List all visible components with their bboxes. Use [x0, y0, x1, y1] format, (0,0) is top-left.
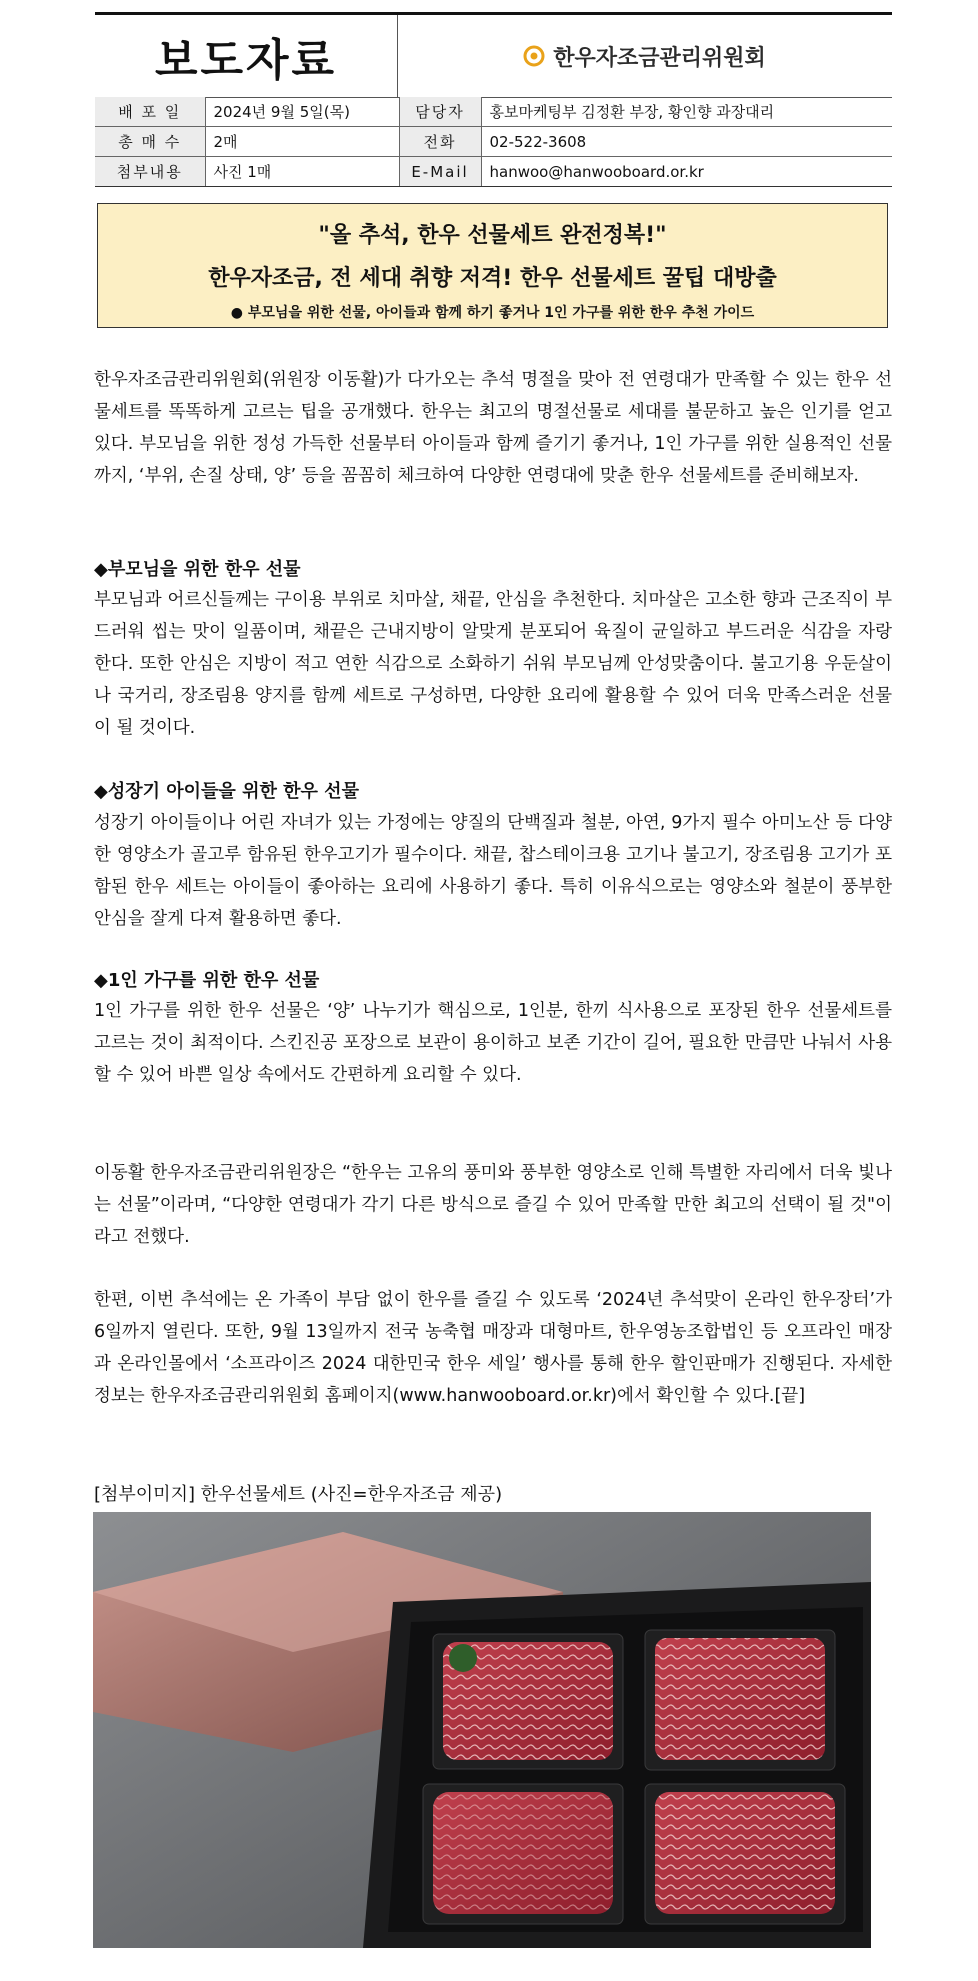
meat-compartment-bottom-right — [645, 1784, 845, 1924]
headline-secondary: 한우자조금, 전 세대 취향 저격! 한우 선물세트 꿀팁 대방출 — [208, 266, 777, 291]
closing-paragraph: 한편, 이번 추석에는 온 가족이 부담 없이 한우를 즐길 수 있도록 ‘2024년 추석맞이 온라인 한우장터’가 6일까지 열린다. 또한, 9월 13일까지 전국 농축협 매장과 대형마트, 한우영농조합법인 등 오프라인 매장과 온라인몰에서 ‘소프라이즈 2024 대한민국 한우 세일’ 행사를 통해 한우 할인판매가 진행된다. 자세한 정보는 한우자조금관리위원회 홈페이지(www.hanwooboard.or.kr)에서 확인할 수 있다.[끝] — [94, 1290, 892, 1406]
chairman-quote-paragraph: 이동활 한우자조금관리위원장은 “한우는 고유의 풍미와 풍부한 영양소로 인해 특별한 자리에서 더욱 빛나는 선물”이라며, “다양한 연령대가 각기 다른 방식으로 즐길 수 있어 만족할 만한 최고의 선택이 될 것"이라고 전했다. — [94, 1163, 892, 1247]
release-date-value: 2024년 9월 5일(목) — [205, 97, 399, 127]
meat-compartment-top-right — [645, 1630, 835, 1770]
section-text-single: 1인 가구를 위한 한우 선물은 ‘양’ 나누기가 핵심으로, 1인분, 한끼 식사용으로 포장된 한우 선물세트를 고르는 것이 최적이다. 스킨진공 포장으로 보관이 용이하고 보존 기간이 길어, 필요한 만큼만 나눠서 사용할 수 있어 바쁜 일상 속에서도 간편하게 요리할 수 있다. — [94, 1001, 892, 1085]
document-title: 보도자료 — [95, 15, 398, 97]
page-count-value: 2매 — [205, 127, 399, 157]
release-info-table — [95, 97, 892, 187]
section-title-parents: ◆부모님을 위한 한우 선물 — [94, 559, 301, 580]
org-logo-text: 한우자조금관리위원회 — [553, 45, 766, 71]
hanwoo-gift-set-photo — [93, 1512, 871, 1948]
info-row-pages — [95, 127, 892, 157]
contact-value: 홍보마케팅부 김정환 부장, 황인향 과장대리 — [481, 97, 892, 127]
release-date-label: 배 포 일 — [95, 97, 205, 127]
attachment-value: 사진 1매 — [205, 157, 399, 187]
headline-main: "올 추석, 한우 선물세트 완전정복!" — [318, 223, 667, 248]
intro-paragraph: 한우자조금관리위원회(위원장 이동활)가 다가오는 추석 명절을 맞아 전 연령대가 만족할 수 있는 한우 선물세트를 똑똑하게 고르는 팁을 공개했다. 한우는 최고의 명절선물로 세대를 불문하고 높은 인기를 얻고 있다. 부모님을 위한 정성 가득한 선물부터 아이들과 함께 즐기기 좋거나, 1인 가구를 위한 실용적인 선물까지, ‘부위, 손질 상태, 양’ 등을 꼼꼼히 체크하여 다양한 연령대에 맞춘 한우 선물세트를 준비해보자. — [94, 370, 892, 486]
document-header — [95, 12, 892, 98]
info-row-attachment — [95, 157, 892, 187]
contact-label: 담당자 — [399, 97, 481, 127]
gift-set-illustration — [93, 1512, 871, 1948]
meat-compartment-bottom-left — [423, 1784, 623, 1924]
info-row-date — [95, 97, 892, 127]
page-count-label: 총 매 수 — [95, 127, 205, 157]
section-title-children: ◆성장기 아이들을 위한 한우 선물 — [94, 781, 359, 802]
meat-compartment-top-left — [433, 1634, 623, 1769]
email-value[interactable]: hanwoo@hanwooboard.or.kr — [481, 157, 892, 187]
hanwoo-logo-icon — [523, 45, 545, 67]
attachment-label: 첨부내용 — [95, 157, 205, 187]
headline-box — [97, 203, 888, 328]
section-title-single: ◆1인 가구를 위한 한우 선물 — [94, 970, 320, 991]
photo-caption: [첨부이미지] 한우선물세트 (사진=한우자조금 제공) — [94, 1484, 503, 1505]
email-label: E-Mail — [399, 157, 481, 187]
phone-value: 02-522-3608 — [481, 127, 892, 157]
section-text-children: 성장기 아이들이나 어린 자녀가 있는 가정에는 양질의 단백질과 철분, 아연, 9가지 필수 아미노산 등 다양한 영양소가 골고루 함유된 한우고기가 필수이다. 채끝, 찹스테이크용 고기나 불고기, 장조림용 고기가 포함된 한우 세트는 아이들이 좋아하는 요리에 사용하기 좋다. 특히 이유식으로는 영양소와 철분이 풍부한 안심을 잘게 다져 활용하면 좋다. — [94, 813, 892, 929]
phone-label: 전화 — [399, 127, 481, 157]
headline-subtitle: ● 부모님을 위한 선물, 아이들과 함께 하기 좋거나 1인 가구를 위한 한우 추천 가이드 — [230, 305, 755, 321]
org-logo — [397, 15, 892, 97]
section-text-parents: 부모님과 어르신들께는 구이용 부위로 치마살, 채끝, 안심을 추천한다. 치마살은 고소한 향과 근조직이 부드러워 씹는 맛이 일품이며, 채끝은 근내지방이 알맞게 분포되어 육질이 균일하고 부드러운 식감을 자랑한다. 또한 안심은 지방이 적고 연한 식감으로 소화하기 쉬워 부모님께 안성맞춤이다. 불고기용 우둔살이나 국거리, 장조림용 양지를 함께 세트로 구성하면, 다양한 요리에 활용할 수 있어 더욱 만족스러운 선물이 될 것이다. — [94, 590, 892, 738]
